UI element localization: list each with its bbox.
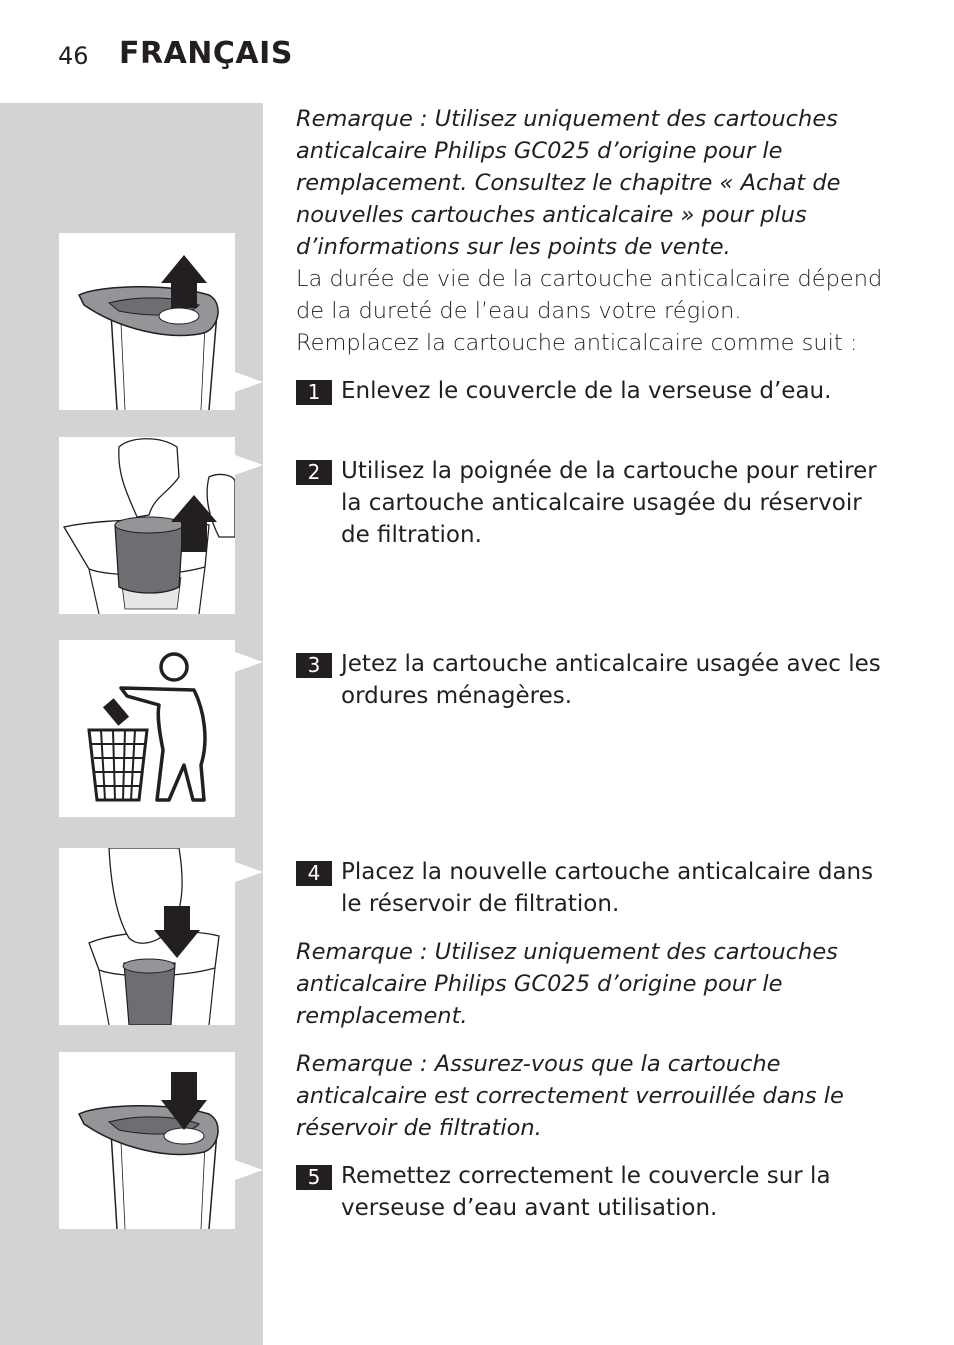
figure-pointer <box>235 455 263 475</box>
note-2: Remarque : Utilisez uniquement des cartouches anticalcaire Philips GC025 d’origine pour le remplacement. <box>296 939 838 1029</box>
dispose-in-trash-icon <box>59 640 235 817</box>
step-text: Jetez la cartouche anticalcaire usagée avec les ordures ménagères. <box>341 651 881 709</box>
figure-pointer <box>235 652 263 672</box>
figure-pointer <box>235 372 263 392</box>
intro-note: Remarque : Utilisez uniquement des cartouches anticalcaire Philips GC025 d’origine pour le remplacement. Consultez le chapitre « Achat de nouvelles cartouches anticalcaire » pour plus d’informations sur les points de vente. <box>296 106 841 260</box>
step-text: Placez la nouvelle cartouche anticalcaire dans le réservoir de filtration. <box>341 859 874 917</box>
step-number: 5 <box>296 1165 332 1190</box>
intro-paragraph-2: Remplacez la cartouche anticalcaire comme suit : <box>296 330 858 356</box>
cartridge-insert-hand-icon <box>59 848 235 1025</box>
lid-removal-up-arrow-icon <box>59 233 235 410</box>
figure-pointer <box>235 862 263 882</box>
lid-replace-down-arrow-icon <box>59 1052 235 1229</box>
step-text: Enlevez le couvercle de la verseuse d’eau. <box>341 378 832 404</box>
note-3: Remarque : Assurez-vous que la cartouche anticalcaire est correctement verrouillée dans le réservoir de filtration. <box>296 1051 844 1141</box>
intro-paragraph-1: La durée de vie de la cartouche anticalcaire dépend de la dureté de l’eau dans votre région. <box>296 266 883 324</box>
section-title: FRANÇAIS <box>119 36 293 71</box>
step-number: 1 <box>296 380 332 405</box>
step-text: Utilisez la poignée de la cartouche pour retirer la cartouche anticalcaire usagée du réservoir de filtration. <box>341 458 877 548</box>
cartridge-removal-hand-icon <box>59 437 235 614</box>
step-text: Remettez correctement le couvercle sur la verseuse d’eau avant utilisation. <box>341 1163 831 1221</box>
step-number: 2 <box>296 460 332 485</box>
step-number: 3 <box>296 653 332 678</box>
page-number: 46 <box>58 42 89 70</box>
step-number: 4 <box>296 861 332 886</box>
figure-pointer <box>235 1160 263 1180</box>
